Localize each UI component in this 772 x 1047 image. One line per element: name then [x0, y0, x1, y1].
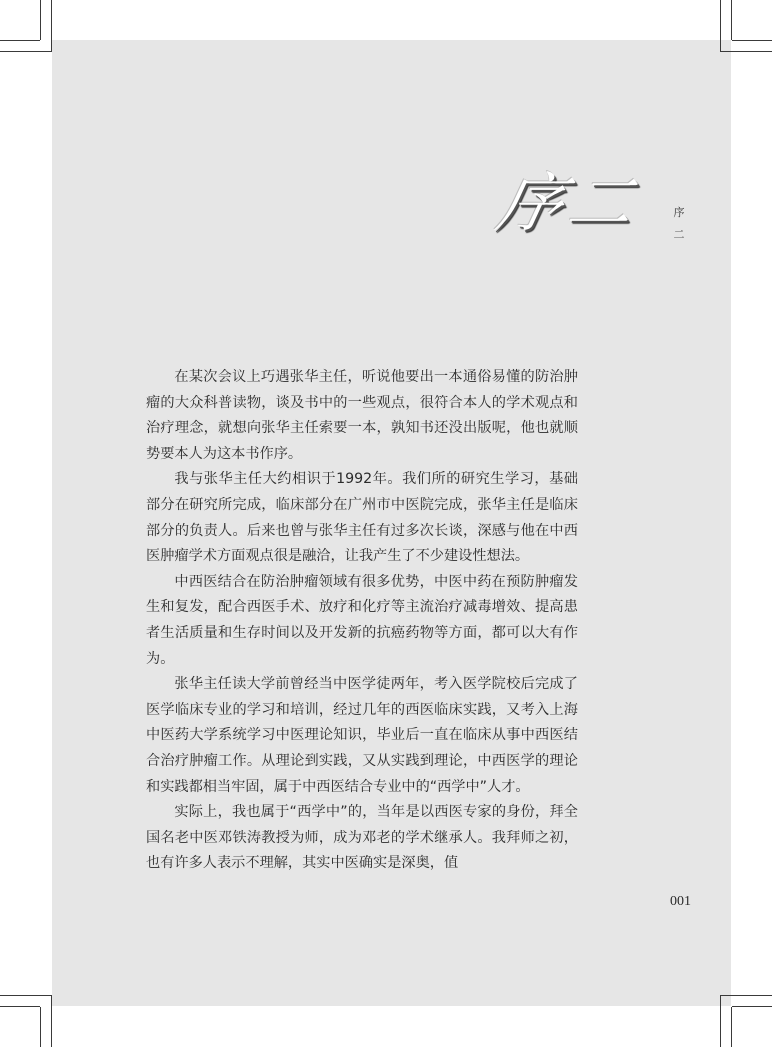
running-head-char: 序 [673, 206, 685, 219]
running-head [672, 202, 686, 246]
paragraph: 中西医结合在防治肿瘤领域有很多优势，中医中药在预防肿瘤发生和复发，配合西医手术、放疗和化疗等主流治疗减毒增效、提高患者生活质量和生存时间以及开发新的抗癌药物等方面，都可以大有作为。 [146, 573, 578, 667]
paragraph: 我与张华主任大约相识于1992年。我们所的研究生学习，基础部分在研究所完成，临床部分在广州市中医院完成，张华主任是临床部分的负责人。后来也曾与张华主任有过多次长谈，深感与他在中西医肿瘤学术方面观点很是融洽，让我产生了不少建设性想法。 [146, 471, 578, 565]
running-head-char: 二 [673, 228, 685, 241]
page-number: 001 [670, 894, 691, 909]
body-text [146, 365, 578, 877]
chapter-title [490, 152, 650, 242]
paragraph: 实际上，我也属于“西学中”的，当年是以西医专家的身份，拜全国名老中医邓铁涛教授为师，成为邓老的学术继承人。我拜师之初，也有许多人表示不理解，其实中医确实是深奥，值 [146, 804, 578, 872]
paragraph: 张华主任读大学前曾经当中医学徒两年，考入医学院校后完成了医学临床专业的学习和培训，经过几年的西医临床实践，又考入上海中医药大学系统学习中医理论知识，毕业后一直在临床从事中西医结合治疗肿瘤工作。从理论到实践，又从实践到理论，中西医学的理论和实践都相当牢固，属于中西医结合专业中的“西学中”人才。 [146, 676, 578, 795]
paragraph: 在某次会议上巧遇张华主任，听说他要出一本通俗易懂的防治肿瘤的大众科普读物，谈及书中的一些观点，很符合本人的学术观点和治疗理念，就想向张华主任索要一本，孰知书还没出版呢，他也就顺势要本人为这本书作序。 [146, 369, 578, 462]
chapter-title-text: 序二 [490, 167, 647, 241]
